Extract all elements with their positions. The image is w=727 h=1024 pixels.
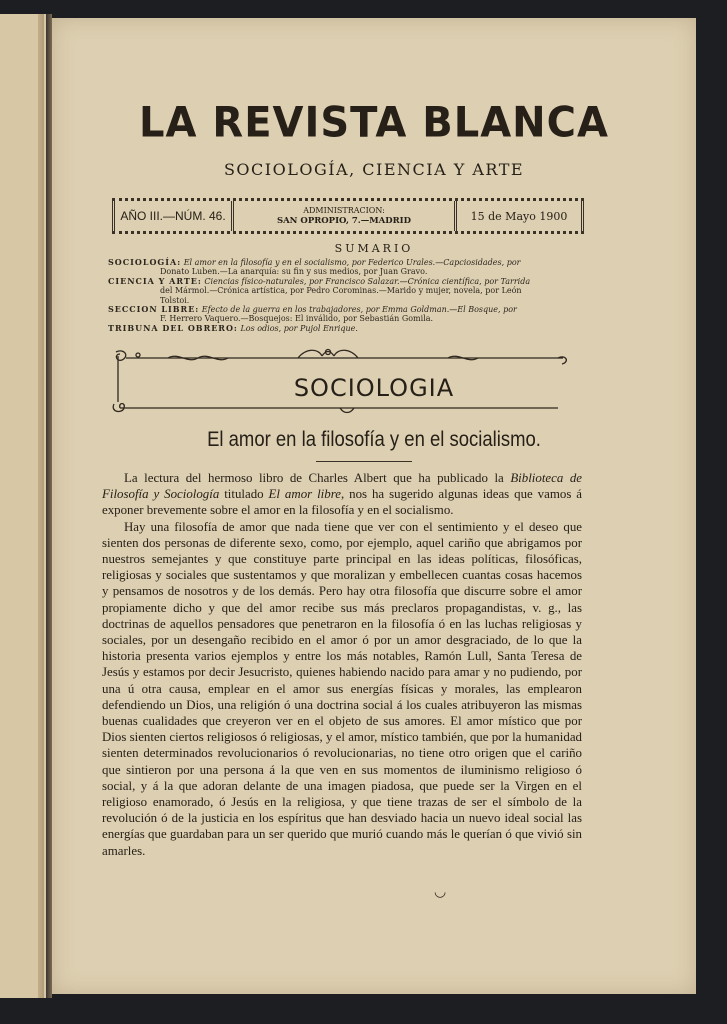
section-title: SOCIOLOGIA [293, 374, 455, 402]
masthead-title: LA REVISTA BLANCA [139, 98, 609, 148]
sumario-line: del Mármol.—Crónica artística, por Pedro Corominas.—Marido y mujer, novela, por León [160, 286, 522, 296]
issue-date: 15 de Mayo 1900 [454, 201, 584, 231]
facing-page [0, 14, 47, 998]
masthead-subtitle: SOCIOLOGÍA, CIENCIA Y ARTE [223, 160, 525, 179]
admin-label: ADMINISTRACION: [303, 206, 385, 215]
sumario-line: TRIBUNA DEL OBRERO: Los odios, por Pujol Enrique. [108, 322, 358, 333]
sumario-heading: SUMARIO [334, 242, 414, 255]
admin-address: SAN OPROPIO, 7.—MADRID [276, 216, 412, 226]
sumario-line: SOCIOLOGÍA: El amor en la filosofía y en el socialismo, por Federico Urales.—Capciosidades, por [108, 257, 521, 267]
issue-info-bar [112, 198, 584, 234]
administration-block [234, 201, 454, 231]
sumario-line: F. Herrero Vaquero.—Bosquejos: El inválido, por Sebastián Gomila. [160, 314, 434, 324]
article-body [102, 470, 582, 859]
sumario-line: Donato Luben.—La anarquía: su fin y sus medios, por Juan Gravo. [160, 267, 428, 277]
paragraph: La lectura del hermoso libro de Charles Albert que ha publicado la Biblioteca de Filosofía y Sociología titulado El amor libre, nos ha sugerido algunas ideas que vamos á exponer brevemente sobre el amor en la filosofía y en el socialismo. [102, 471, 582, 518]
sumario-line: SECCION LIBRE: Efecto de la guerra en los trabajadores, por Emma Goldman.—El Bosque, por [108, 304, 517, 315]
title-rule [316, 461, 412, 462]
paragraph: Hay una filosofía de amor que nada tiene que ver con el sentimiento y el deseo que sienten dos personas de diferente sexo, como, por ejemplo, aquel cariño que abrigamos por nuestros semejantes y que constituye parte principal en las ideas políticas, filosóficas, religiosas y sociales que sustentamos y que moralizan y embellecen cuantas cosas hacemos y pensamos de nosotros y de los demás. Pero hay otra filosofía que discurre sobre el amor propiamente dicho y que del amor recibe sus más preclaros propagandistas, v. g., las doctrinas de aquellos pensadores que penetraron en la filosofía ó en las luchas religiosas y sociales, por un desengaño recibido en el amor ó por un amor desgraciado, de lo que la historia presenta varios ejemplos y entre los más notables, Ramón Lull, Santa Teresa de Jesús y estamos por decir Jesucristo, quienes habiendo nacido para amar y no pudiendo, por una ú otra causa, emplear en el amor sus energías físicas y morales, las emplearon defendiendo un Dios, una religión ó una doctrina social á los cuales atribuyeron las mismas buenas cualidades que creyeron ver en el objeto de sus amores. El amor místico que por Dios sienten ciertos religiosos ó religiosas, y el amor, místico también, que por la humanidad sienten determinados revolucionarios ó revolucionarias, no tiene otro origen que el cariño que sintieron por una persona á la que ven en sus momentos de iluminismo religioso ó social, y á la que adoran delante de una imagen piadosa, que puede ser la Virgen en el religioso enamorado, ó Jesús en la religiosa, y que tiene trazas de ser el símbolo de la revolución ó de la justicia en los espíritus que han desviado hacia un nuevo ideal social las energías que guardaban para un ser querido que murió cuando más le querían ó que vivió sin amarles. [102, 519, 582, 858]
magazine-page [52, 18, 696, 994]
sumario-line: Tolstoi. [160, 295, 190, 305]
sumario-line: CIENCIA Y ARTE: Ciencias físico-naturales, por Francisco Salazar.—Crónica científica, por Tarrida [108, 275, 531, 286]
printer-mark: ◡ [434, 884, 447, 900]
issue-number: AÑO III.—NÚM. 46. [112, 201, 234, 231]
sumario-list [108, 258, 588, 333]
article-title: El amor en la filosofía y en el socialismo. [207, 428, 541, 451]
